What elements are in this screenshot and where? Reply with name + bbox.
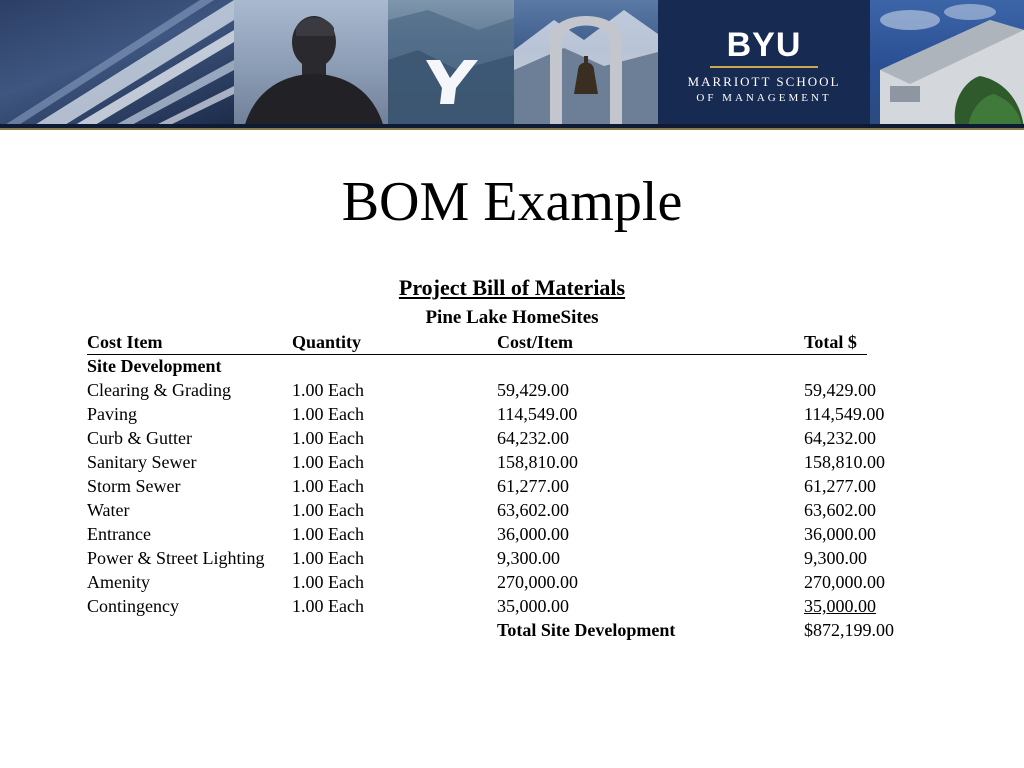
cell-cost-per-item: 61,277.00 <box>497 476 569 496</box>
cell-total: 158,810.00 <box>804 452 885 472</box>
table-row <box>0 546 1024 570</box>
cell-quantity: 1.00 Each <box>292 524 364 544</box>
cell-cost-item: Entrance <box>87 524 151 544</box>
cell-quantity: 1.00 Each <box>292 428 364 448</box>
logo-line-school: MARRIOTT SCHOOL <box>687 74 841 89</box>
cell-cost-item: Amenity <box>87 572 150 592</box>
banner-photo-y-mountain <box>388 0 514 128</box>
logo-gold-rule <box>710 66 818 68</box>
total-label: Total Site Development <box>497 620 676 640</box>
table-header-row <box>87 330 867 355</box>
cell-cost-per-item: 9,300.00 <box>497 548 560 568</box>
cell-cost-per-item: 59,429.00 <box>497 380 569 400</box>
cell-total: 36,000.00 <box>804 524 876 544</box>
cell-quantity: 1.00 Each <box>292 380 364 400</box>
bom-heading: Project Bill of Materials <box>398 275 626 300</box>
section-label: Site Development <box>87 356 222 376</box>
cell-total: 114,549.00 <box>804 404 885 424</box>
table-row <box>0 426 1024 450</box>
total-value: $872,199.00 <box>804 620 894 640</box>
table-row <box>0 594 1024 618</box>
column-header-quantity: Quantity <box>292 332 362 352</box>
cell-total: 61,277.00 <box>804 476 876 496</box>
table-row <box>0 498 1024 522</box>
cell-total: 270,000.00 <box>804 572 885 592</box>
cell-total: 63,602.00 <box>804 500 876 520</box>
cell-total: 9,300.00 <box>804 548 867 568</box>
cell-quantity: 1.00 Each <box>292 572 364 592</box>
bom-subheading: Pine Lake HomeSites <box>425 307 599 328</box>
cell-cost-item: Sanitary Sewer <box>87 452 197 472</box>
table-row <box>0 378 1024 402</box>
section-row <box>0 354 1024 378</box>
table-row <box>0 474 1024 498</box>
column-header-cost-item: Cost Item <box>87 332 163 352</box>
banner-photo-statue <box>234 0 388 128</box>
table-row <box>0 570 1024 594</box>
table-row <box>0 522 1024 546</box>
cell-cost-item: Power & Street Lighting <box>87 548 265 568</box>
column-header-total: Total $ <box>804 332 857 352</box>
table-row <box>0 402 1024 426</box>
cell-cost-item: Contingency <box>87 596 179 616</box>
cell-cost-item: Curb & Gutter <box>87 428 192 448</box>
cell-cost-per-item: 63,602.00 <box>497 500 569 520</box>
cell-quantity: 1.00 Each <box>292 500 364 520</box>
cell-cost-item: Storm Sewer <box>87 476 181 496</box>
cell-cost-per-item: 270,000.00 <box>497 572 578 592</box>
cell-quantity: 1.00 Each <box>292 452 364 472</box>
cell-total: 59,429.00 <box>804 380 876 400</box>
cell-total: 64,232.00 <box>804 428 876 448</box>
cell-cost-item: Clearing & Grading <box>87 380 231 400</box>
logo-line-management: OF MANAGEMENT <box>696 92 832 104</box>
banner-photo-building-tree <box>870 0 1024 128</box>
byu-marriott-logo <box>658 0 870 128</box>
total-row <box>0 618 1024 642</box>
cell-cost-per-item: 114,549.00 <box>497 404 578 424</box>
cell-quantity: 1.00 Each <box>292 476 364 496</box>
table-row <box>0 450 1024 474</box>
banner-photo-bell-tower <box>514 0 658 128</box>
cell-quantity: 1.00 Each <box>292 548 364 568</box>
cell-total: 35,000.00 <box>804 596 876 616</box>
column-header-cost-per-item: Cost/Item <box>497 332 573 352</box>
cell-cost-per-item: 64,232.00 <box>497 428 569 448</box>
cell-cost-item: Water <box>87 500 130 520</box>
banner-photo-building <box>0 0 234 128</box>
cell-cost-per-item: 158,810.00 <box>497 452 578 472</box>
slide-title: BOM Example <box>341 171 683 233</box>
banner-gold-rule <box>0 128 1024 130</box>
cell-cost-item: Paving <box>87 404 138 424</box>
cell-cost-per-item: 35,000.00 <box>497 596 569 616</box>
header-banner <box>0 0 1024 128</box>
logo-wordmark: BYU <box>726 26 802 64</box>
cell-quantity: 1.00 Each <box>292 596 364 616</box>
cell-quantity: 1.00 Each <box>292 404 364 424</box>
cell-cost-per-item: 36,000.00 <box>497 524 569 544</box>
